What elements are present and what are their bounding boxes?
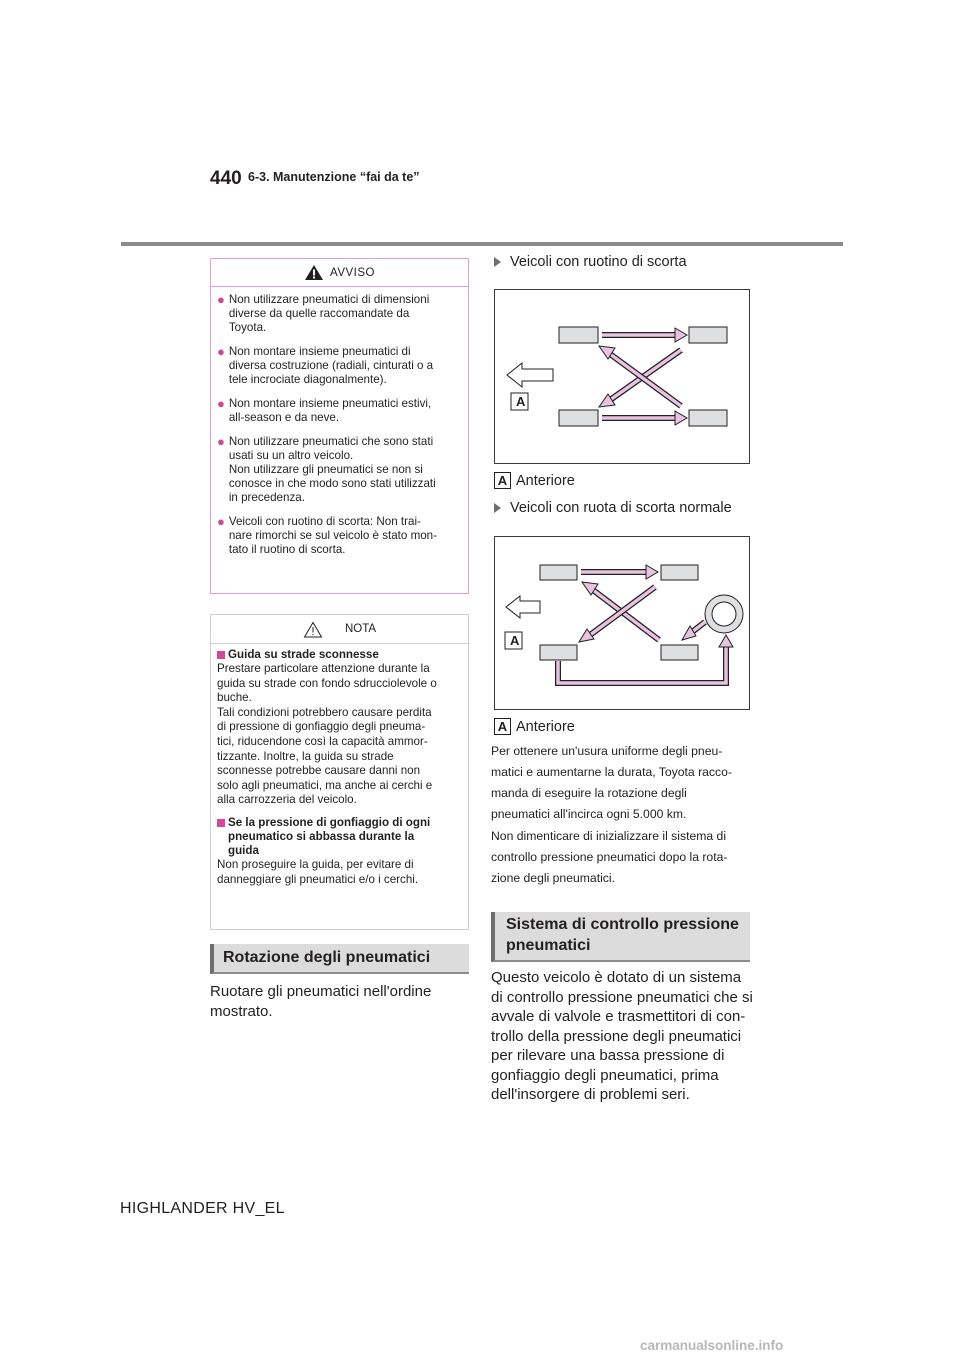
watermark: carmanualsonline.info xyxy=(640,1338,784,1353)
footer-model: HIGHLANDER HV_EL xyxy=(120,1200,285,1217)
note-title: NOTA xyxy=(344,623,377,635)
triangle-bullet-icon xyxy=(494,503,501,513)
note-header xyxy=(211,615,468,644)
warning-item-text: Veicoli con ruotino di scorta: Non trai- nare rimorchi se sul veicolo è stato mon- tato il ruotino di scorta. xyxy=(228,515,437,556)
page-number: 440 xyxy=(210,168,242,189)
rotation-diagram-compact-spare-graphic xyxy=(495,290,749,463)
rotation-note-paragraph: Per ottenere un'usura uniforme degli pneu- matici e aumentarne la durata, Toyota racco- manda di eseguire la rotazione degli pneumatici all'incirca ogni 5.000 km. xyxy=(491,744,732,821)
rotation-diagram-full-spare-graphic xyxy=(495,537,749,709)
warning-triangle-icon xyxy=(304,264,324,281)
warning-item xyxy=(217,293,460,335)
warning-item-text: Non utilizzare pneumatici che sono stati usati su un altro veicolo. Non utilizzare gli pneumatici se non si conosce in che modo sono stati utilizzati in precedenza. xyxy=(228,435,436,504)
rotation-text: Ruotare gli pneumatici nell'ordine mostrato. xyxy=(210,983,432,1020)
warning-item xyxy=(217,515,460,557)
note-box xyxy=(210,614,469,930)
warning-header xyxy=(211,259,468,287)
bullet-icon: ● xyxy=(217,292,225,307)
note-section-heading xyxy=(217,816,462,858)
diagram2-caption xyxy=(494,500,732,516)
diagram2-legend-key: A xyxy=(494,718,511,735)
diagram1-legend xyxy=(494,472,575,489)
rotation-heading: Rotazione degli pneumatici xyxy=(210,944,469,974)
diagram1-front-label: A xyxy=(516,394,526,409)
note-section-heading-text: Se la pressione di gonfiaggio di ogni pneumatico si abbassa durante la guida xyxy=(228,815,431,857)
section-title: 6-3. Manutenzione “fai da te” xyxy=(248,170,420,184)
rotation-diagram-full-spare xyxy=(494,536,750,710)
header-rule xyxy=(121,242,843,246)
square-bullet-icon xyxy=(217,651,225,659)
diagram1-legend-text: Anteriore xyxy=(516,472,575,489)
triangle-bullet-icon xyxy=(494,257,501,267)
note-section-heading-text: Guida su strade sconnesse xyxy=(228,648,379,661)
note-section-heading xyxy=(217,648,462,662)
diagram2-legend xyxy=(494,718,575,735)
warning-item xyxy=(217,345,460,387)
diagram2-legend-text: Anteriore xyxy=(516,718,575,735)
caution-outline-icon xyxy=(303,621,323,638)
bullet-icon: ● xyxy=(217,396,225,411)
note-section-text: Non proseguire la guida, per evitare di danneggiare gli pneumatici e/o i cerchi. xyxy=(217,857,419,886)
bullet-icon: ● xyxy=(217,514,225,529)
bullet-icon: ● xyxy=(217,344,225,359)
warning-item-text: Non utilizzare pneumatici di dimensioni diverse da quelle raccomandate da Toyota. xyxy=(228,293,430,334)
warning-item xyxy=(217,435,460,505)
diagram2-front-label: A xyxy=(510,633,520,648)
diagram2-caption-text: Veicoli con ruota di scorta normale xyxy=(510,500,732,516)
warning-item xyxy=(217,397,460,425)
reset-note-paragraph: Non dimenticare di inizializzare il sistema di controllo pressione pneumatici dopo la rota- zione degli pneumatici. xyxy=(491,829,728,885)
warning-item-text: Non montare insieme pneumatici di diversa costruzione (radiali, cinturati o a tele incrociate diagonalmente). xyxy=(228,345,434,386)
warning-box xyxy=(210,258,469,594)
rotation-diagram-compact-spare xyxy=(494,289,750,464)
tpms-heading: Sistema di controllo pressione pneumatici xyxy=(491,912,750,962)
diagram1-legend-key: A xyxy=(494,472,511,489)
bullet-icon: ● xyxy=(217,434,225,449)
note-section-text: Prestare particolare attenzione durante la guida su strade con fondo sdrucciolevole o buche. Tali condizioni potrebbero causare perdita di pressione di gonfiaggio degli pneuma- tici, riducendone così la capacità ammor- tizzante. Inoltre, la guida su strade sconnesse potrebbe causare danni non solo agli pneumatici, ma anche ai cerchi e alla carrozzeria del veicolo. xyxy=(217,662,437,807)
warning-item-text: Non montare insieme pneumatici estivi, all-season e da neve. xyxy=(228,397,432,424)
diagram1-caption xyxy=(494,254,687,270)
tpms-text: Questo veicolo è dotato di un sistema di controllo pressione pneumatici che si avvale di valvole e trasmettitori di con- trollo della pressione degli pneumatici per rilevare una bassa pressione di gonfiaggio degli pneumatici, prima dell'insorgere di problemi seri. xyxy=(491,969,753,1103)
square-bullet-icon xyxy=(217,819,225,827)
diagram1-caption-text: Veicoli con ruotino di scorta xyxy=(510,254,687,270)
warning-title: AVVISO xyxy=(330,266,375,279)
